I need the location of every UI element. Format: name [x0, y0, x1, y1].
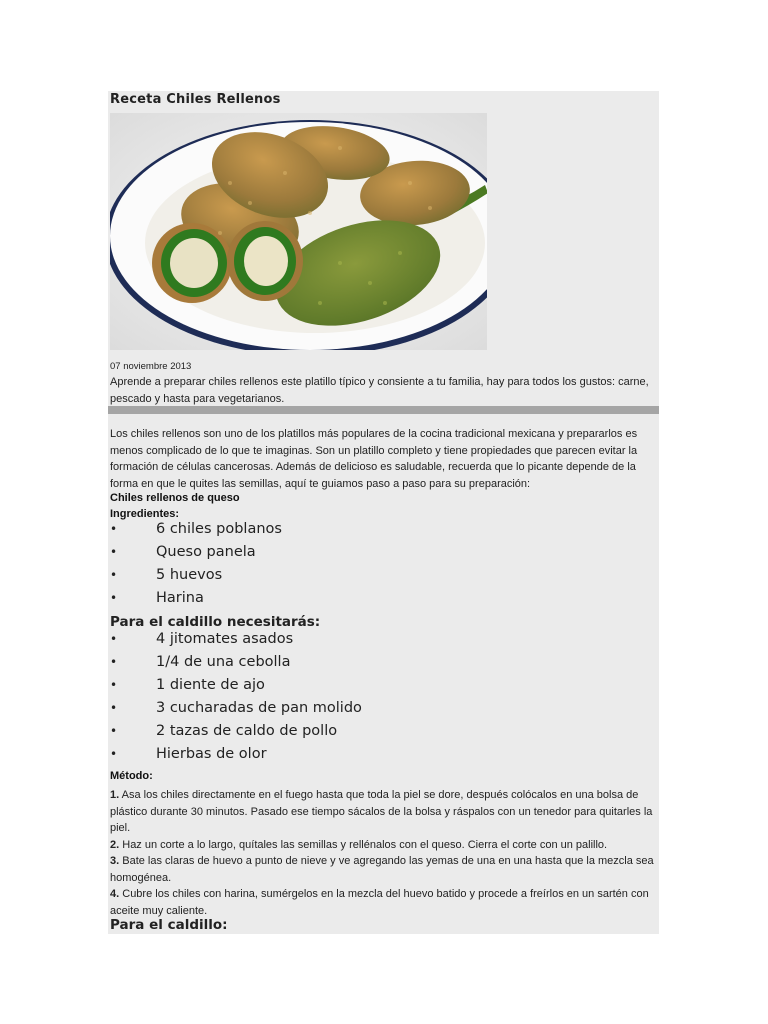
method-label: Método: [110, 770, 153, 782]
ingredients-list [108, 521, 648, 613]
method-steps [110, 787, 657, 919]
list-item: • 2 tazas de caldo de pollo [110, 723, 338, 739]
bullet-icon: • [110, 678, 118, 692]
step-text: Asa los chiles directamente en el fuego hasta que toda la piel se dore, después colócalos en una bolsa de plástico durante 30 minutos. Pasado ese tiempo sácalos de la bolsa y ráspalos con un tenedor para quitarles la piel. [110, 789, 653, 834]
list-item: • Harina [110, 590, 204, 606]
step-text: Cubre los chiles con harina, sumérgelos en la mezcla del huevo batido y procede a freírlos en un sartén con aceite muy caliente. [110, 888, 649, 917]
bullet-icon: • [110, 632, 118, 646]
bullet-icon: • [110, 568, 118, 582]
bullet-icon: • [110, 522, 118, 536]
list-item: • Queso panela [110, 544, 256, 560]
publish-date: 07 noviembre 2013 [110, 361, 192, 372]
step-number: 1. [110, 789, 120, 801]
step-text: Haz un corte a lo largo, quítales las semillas y rellénalos con el queso. Cierra el corte con un palillo. [119, 838, 608, 851]
step-item [110, 787, 657, 837]
bullet-icon: • [110, 747, 118, 761]
caldillo-list [108, 631, 648, 769]
bullet-icon: • [110, 591, 118, 605]
caldillo-heading: Para el caldillo necesitarás: [110, 614, 321, 630]
document-page [108, 91, 659, 934]
bullet-icon: • [110, 724, 118, 738]
bullet-icon: • [110, 701, 118, 715]
intro-paragraph: Aprende a preparar chiles rellenos este platillo típico y consiente a tu familia, hay para todos los gustos: carne, pescado y hasta para vegetarianos. [110, 376, 649, 405]
step-item [110, 853, 657, 886]
bullet-icon: • [110, 545, 118, 559]
bullet-icon: • [110, 655, 118, 669]
list-item: • 5 huevos [110, 567, 223, 583]
list-item: • 3 cucharadas de pan molido [110, 700, 362, 716]
list-item: • Hierbas de olor [110, 746, 267, 762]
step-text: Bate las claras de huevo a punto de nieve y ve agregando las yemas de una en una hasta que la mezcla sea homogénea. [110, 855, 654, 884]
caldillo-method-heading: Para el caldillo: [110, 917, 228, 933]
step-item [110, 837, 657, 854]
page-title: Receta Chiles Rellenos [110, 92, 281, 107]
step-item [110, 886, 657, 919]
list-item: • 4 jitomates asados [110, 631, 294, 647]
recipe-photo [110, 113, 487, 350]
ingredients-label: Ingredientes: [110, 508, 180, 520]
body-paragraph: Los chiles rellenos son uno de los platillos más populares de la cocina tradicional mexicana y prepararlos es menos complicado de lo que te imaginas. Son un platillo completo y tiene propiedades que parecen evitar la formación de células cancerosas. Además de delicioso es saludable, recuerda que lo picante depende de la forma en que le quites las semillas, aquí te guiamos paso a paso para su preparación: [110, 428, 638, 490]
section-divider [108, 406, 659, 414]
list-item: • 1 diente de ajo [110, 677, 265, 693]
step-number: 3. [110, 855, 120, 867]
step-number: 4. [110, 888, 120, 900]
list-item: • 6 chiles poblanos [110, 521, 282, 537]
recipe-subheading: Chiles rellenos de queso [110, 492, 240, 504]
list-item: • 1/4 de una cebolla [110, 654, 291, 670]
chiles-rellenos-image [110, 113, 487, 350]
step-number: 2. [110, 838, 120, 851]
